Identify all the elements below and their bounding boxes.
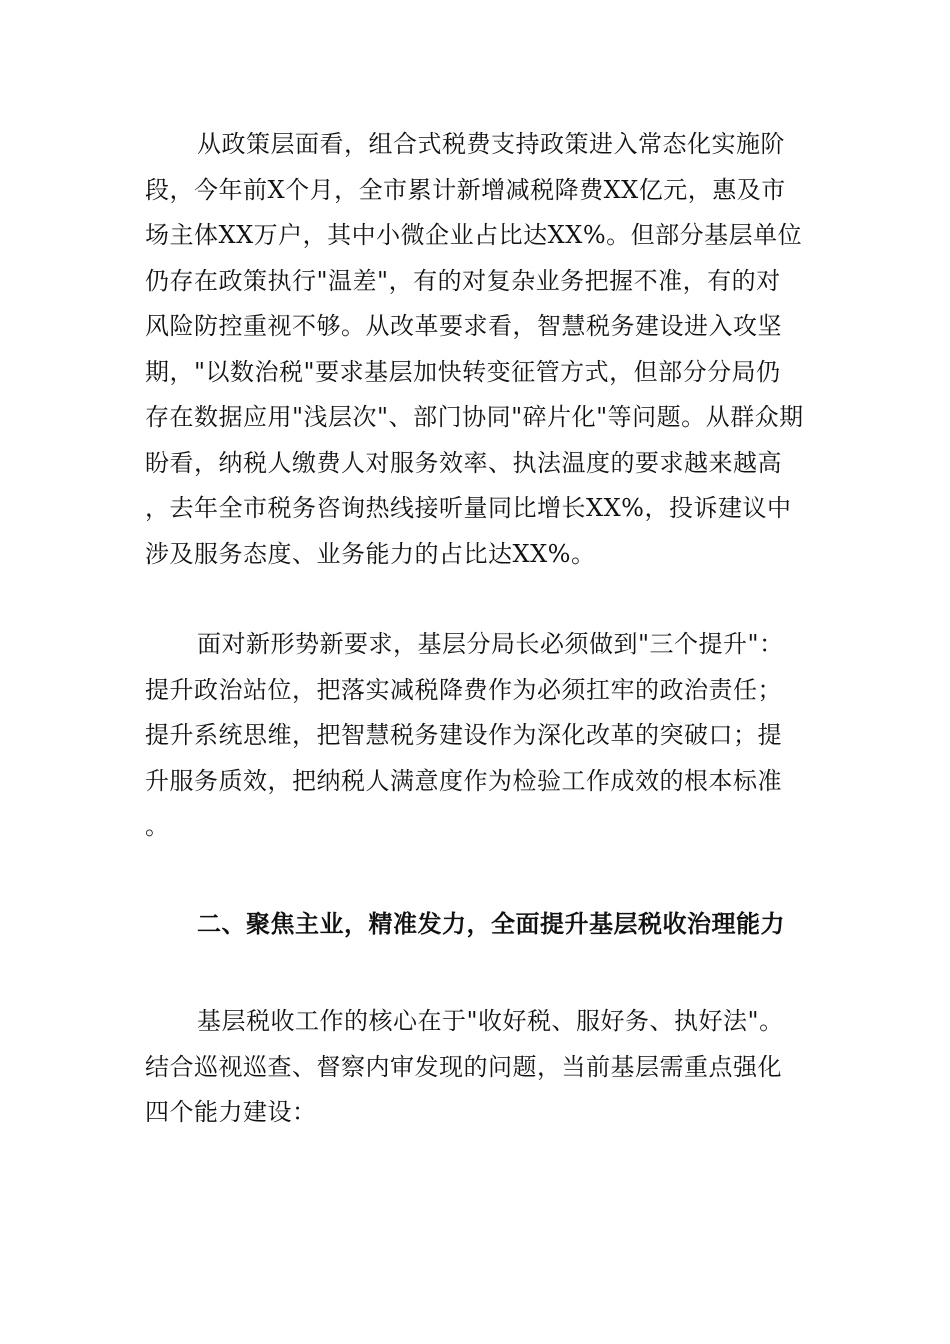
section-heading: 二、聚焦主业，精准发力，全面提升基层税收治理能力	[197, 909, 785, 938]
paragraph-policy-reform-demand: 从政策层面看，组合式税费支持政策进入常态化实施阶段，今年前X个月，全市累计新增减税降费XX亿元，惠及市场主体XX万户，其中小微企业占比达XX%。但部分基层单位仍存在政策执行"温差"，有的对复杂业务把握不准，有的对风险防控重视不够。从改革要求看，智慧税务建设进入攻坚期，"以数治税"要求基层加快转变征管方式，但部分分局仍存在数据应用"浅层次"、部门协同"碎片化"等问题。从群众期盼看，纳税人缴费人对服务效率、执法温度的要求越来越高，去年全市税务咨询热线接听量同比增长XX%，投诉建议中涉及服务态度、业务能力的占比达XX%。	[145, 130, 804, 568]
document-body	[145, 122, 805, 1136]
paragraph-three-improvements: 面对新形势新要求，基层分局长必须做到"三个提升"：提升政治站位，把落实减税降费作为必须扛牢的政治责任；提升系统思维，把智慧税务建设作为深化改革的突破口；提升服务质效，把纳税人满意度作为检验工作成效的根本标准。	[145, 630, 784, 840]
paragraph-core-work: 基层税收工作的核心在于"收好税、服好务、执好法"。结合巡视巡查、督察内审发现的问题，当前基层需重点强化四个能力建设：	[145, 1007, 784, 1126]
